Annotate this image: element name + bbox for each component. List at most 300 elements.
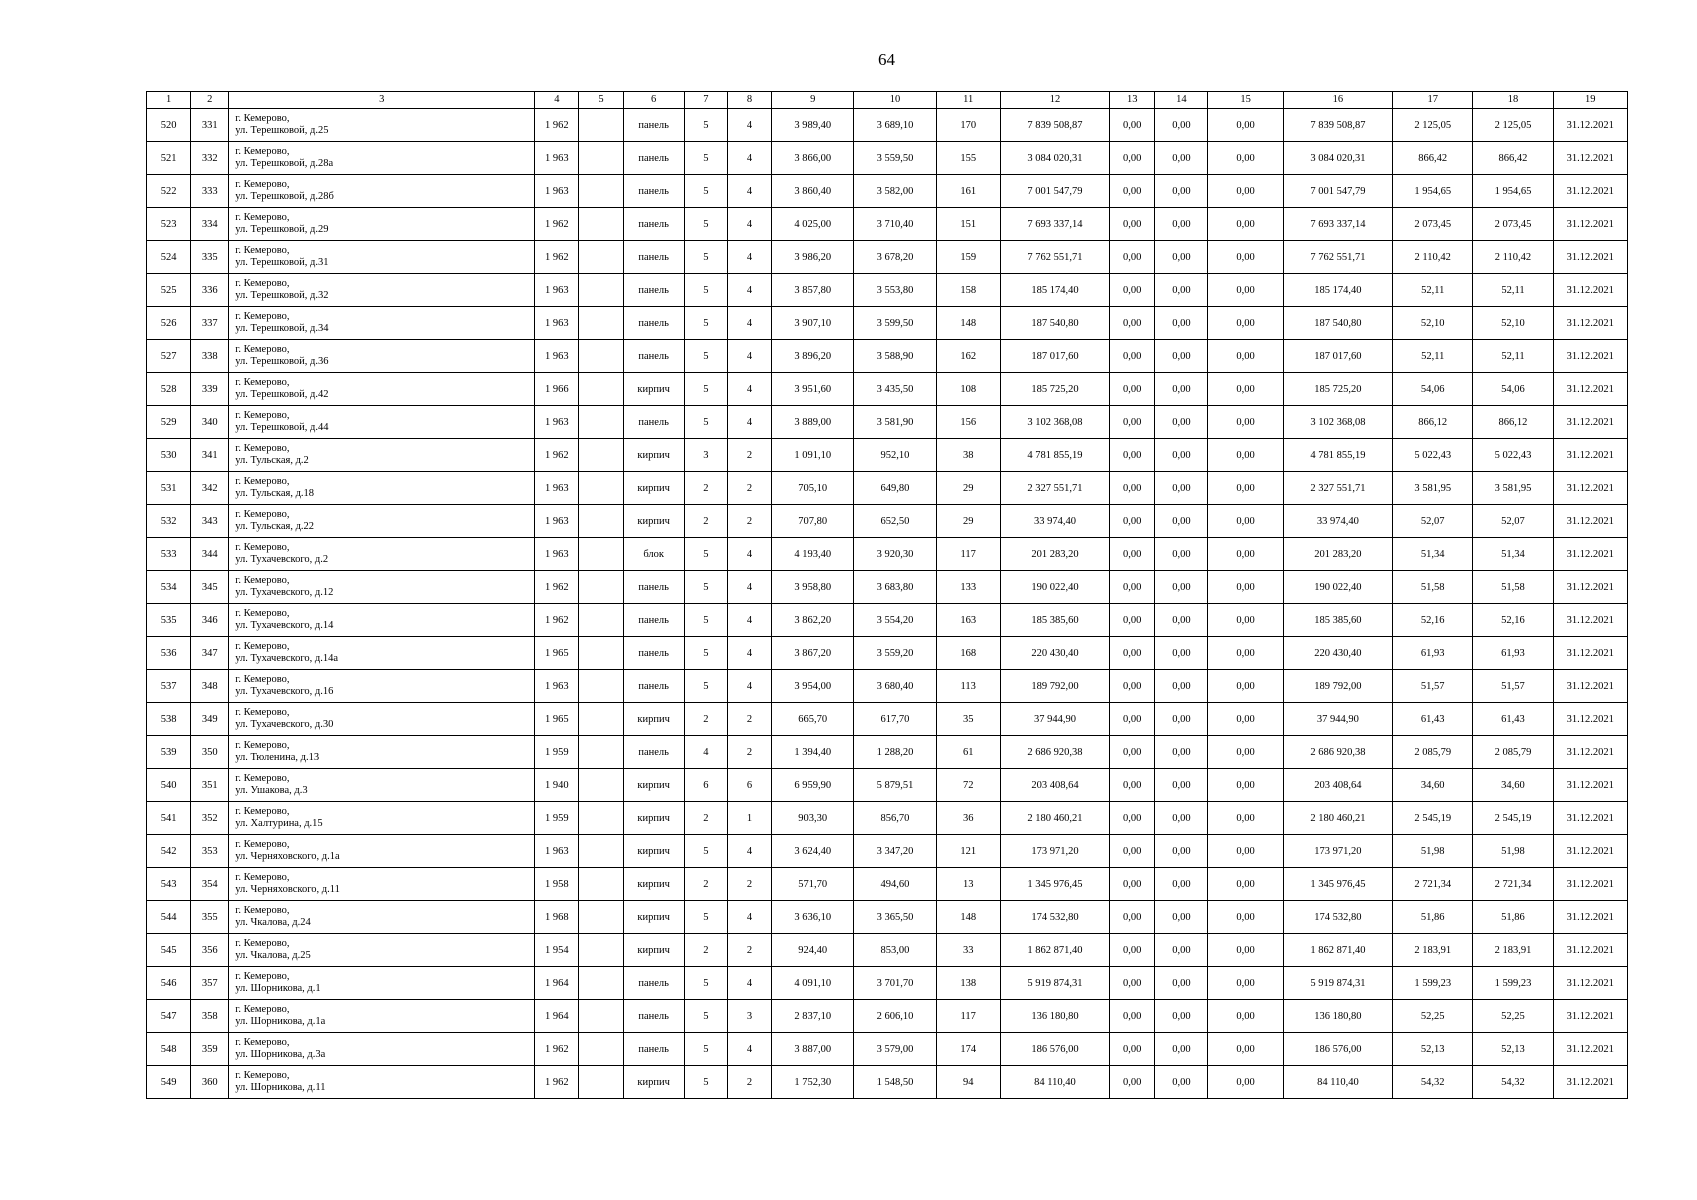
table-cell: 1 962: [535, 439, 579, 472]
table-cell: 34,60: [1393, 769, 1473, 802]
address-cell: [229, 1000, 535, 1033]
address-cell: [229, 472, 535, 505]
table-cell: 2 837,10: [772, 1000, 854, 1033]
table-cell: 2 125,05: [1473, 109, 1553, 142]
table-cell: 201 283,20: [1283, 538, 1392, 571]
address-city: г. Кемерово,: [235, 740, 290, 751]
table-cell: 0,00: [1110, 241, 1155, 274]
table-cell: 1 954,65: [1473, 175, 1553, 208]
table-cell: 0,00: [1155, 208, 1208, 241]
table-cell: 5: [684, 175, 727, 208]
address-city: г. Кемерово,: [235, 212, 290, 223]
table-cell: 186 576,00: [1000, 1033, 1109, 1066]
housing-registry-table: [146, 91, 1628, 1099]
address-city: г. Кемерово,: [235, 410, 290, 421]
address-street: ул. Терешковой, д.32: [235, 290, 329, 301]
table-cell: 341: [191, 439, 229, 472]
table-cell: 0,00: [1155, 901, 1208, 934]
table-cell: 2 073,45: [1393, 208, 1473, 241]
table-cell: панель: [623, 604, 684, 637]
table-cell: 0,00: [1208, 637, 1283, 670]
table-cell: 2: [727, 1066, 771, 1099]
address-cell: [229, 307, 535, 340]
table-cell: 0,00: [1155, 934, 1208, 967]
table-cell: 6: [727, 769, 771, 802]
table-cell: 0,00: [1208, 472, 1283, 505]
table-cell: 52,11: [1393, 274, 1473, 307]
address-cell: [229, 967, 535, 1000]
address-street: ул. Терешковой, д.28б: [235, 191, 334, 202]
table-cell: 189 792,00: [1283, 670, 1392, 703]
table-cell: 853,00: [854, 934, 936, 967]
table-cell: 0,00: [1155, 604, 1208, 637]
table-cell: [579, 1066, 623, 1099]
table-body: [147, 109, 1628, 1099]
table-cell: кирпич: [623, 1066, 684, 1099]
table-cell: 0,00: [1155, 1066, 1208, 1099]
address-cell: [229, 373, 535, 406]
table-row: [147, 142, 1628, 175]
table-cell: 61,43: [1473, 703, 1553, 736]
table-cell: [579, 109, 623, 142]
column-header: 9: [772, 92, 854, 109]
table-cell: 0,00: [1110, 1000, 1155, 1033]
table-cell: 2 110,42: [1473, 241, 1553, 274]
table-cell: [579, 901, 623, 934]
table-cell: кирпич: [623, 802, 684, 835]
table-cell: 0,00: [1155, 340, 1208, 373]
table-cell: 187 540,80: [1283, 307, 1392, 340]
table-cell: 31.12.2021: [1553, 307, 1627, 340]
table-cell: блок: [623, 538, 684, 571]
table-cell: 0,00: [1110, 175, 1155, 208]
table-cell: 51,98: [1473, 835, 1553, 868]
table-cell: 358: [191, 1000, 229, 1033]
table-cell: 31.12.2021: [1553, 736, 1627, 769]
table-cell: 952,10: [854, 439, 936, 472]
table-cell: 1 862 871,40: [1000, 934, 1109, 967]
table-cell: 5: [684, 670, 727, 703]
table-cell: 1 962: [535, 241, 579, 274]
table-cell: [579, 967, 623, 1000]
address-city: г. Кемерово,: [235, 476, 290, 487]
table-cell: 0,00: [1208, 142, 1283, 175]
table-cell: 4: [727, 208, 771, 241]
table-cell: 2: [684, 802, 727, 835]
table-cell: 542: [147, 835, 191, 868]
table-cell: 220 430,40: [1000, 637, 1109, 670]
table-cell: 187 017,60: [1000, 340, 1109, 373]
table-cell: 0,00: [1110, 274, 1155, 307]
column-header: 11: [936, 92, 1000, 109]
table-cell: 31.12.2021: [1553, 373, 1627, 406]
address-city: г. Кемерово,: [235, 146, 290, 157]
table-cell: 5: [684, 538, 727, 571]
table-cell: 1 548,50: [854, 1066, 936, 1099]
table-cell: 337: [191, 307, 229, 340]
table-cell: 0,00: [1110, 604, 1155, 637]
table-row: [147, 901, 1628, 934]
table-cell: 5: [684, 241, 727, 274]
table-cell: [579, 1033, 623, 1066]
table-cell: 0,00: [1208, 670, 1283, 703]
table-cell: 2 721,34: [1473, 868, 1553, 901]
table-cell: 346: [191, 604, 229, 637]
table-cell: 84 110,40: [1000, 1066, 1109, 1099]
table-cell: [579, 703, 623, 736]
column-header: 13: [1110, 92, 1155, 109]
table-row: [147, 175, 1628, 208]
table-cell: 5 022,43: [1393, 439, 1473, 472]
address-cell: [229, 109, 535, 142]
table-row: [147, 736, 1628, 769]
table-cell: 51,34: [1473, 538, 1553, 571]
table-cell: 2 327 551,71: [1283, 472, 1392, 505]
table-cell: 185 385,60: [1283, 604, 1392, 637]
table-cell: 2 606,10: [854, 1000, 936, 1033]
address-city: г. Кемерово,: [235, 443, 290, 454]
table-cell: 3 102 368,08: [1283, 406, 1392, 439]
table-cell: 174 532,80: [1283, 901, 1392, 934]
table-cell: 2: [684, 868, 727, 901]
table-cell: 1 962: [535, 604, 579, 637]
table-cell: 0,00: [1110, 670, 1155, 703]
table-cell: 903,30: [772, 802, 854, 835]
table-cell: кирпич: [623, 703, 684, 736]
table-cell: 0,00: [1155, 373, 1208, 406]
table-cell: 52,10: [1473, 307, 1553, 340]
table-cell: 136 180,80: [1283, 1000, 1392, 1033]
table-cell: 0,00: [1155, 406, 1208, 439]
table-cell: 173 971,20: [1000, 835, 1109, 868]
table-cell: 174 532,80: [1000, 901, 1109, 934]
table-cell: 1 966: [535, 373, 579, 406]
column-header: 1: [147, 92, 191, 109]
table-cell: 6: [684, 769, 727, 802]
table-cell: панель: [623, 142, 684, 175]
table-cell: 3 862,20: [772, 604, 854, 637]
table-cell: 3 559,20: [854, 637, 936, 670]
table-cell: 4: [727, 340, 771, 373]
table-cell: 4: [727, 637, 771, 670]
table-row: [147, 769, 1628, 802]
table-cell: 2 125,05: [1393, 109, 1473, 142]
table-cell: 3: [684, 439, 727, 472]
table-cell: панель: [623, 208, 684, 241]
table-cell: 354: [191, 868, 229, 901]
table-cell: 29: [936, 505, 1000, 538]
table-row: [147, 1000, 1628, 1033]
table-cell: 31.12.2021: [1553, 934, 1627, 967]
table-cell: 3 896,20: [772, 340, 854, 373]
table-cell: 0,00: [1110, 208, 1155, 241]
table-cell: 31.12.2021: [1553, 538, 1627, 571]
table-cell: 3: [727, 1000, 771, 1033]
table-cell: 0,00: [1208, 505, 1283, 538]
table-cell: 0,00: [1155, 868, 1208, 901]
table-cell: 0,00: [1110, 967, 1155, 1000]
table-cell: 0,00: [1155, 835, 1208, 868]
table-cell: 5: [684, 604, 727, 637]
table-cell: 0,00: [1208, 340, 1283, 373]
address-city: г. Кемерово,: [235, 971, 290, 982]
address-cell: [229, 670, 535, 703]
address-city: г. Кемерово,: [235, 938, 290, 949]
table-cell: 1 288,20: [854, 736, 936, 769]
table-cell: 0,00: [1155, 1000, 1208, 1033]
table-cell: 345: [191, 571, 229, 604]
address-city: г. Кемерово,: [235, 113, 290, 124]
table-cell: 4: [727, 835, 771, 868]
table-cell: 31.12.2021: [1553, 274, 1627, 307]
table-cell: 3 582,00: [854, 175, 936, 208]
table-cell: 0,00: [1208, 703, 1283, 736]
table-cell: 5 879,51: [854, 769, 936, 802]
table-cell: 4 025,00: [772, 208, 854, 241]
address-street: ул. Тульская, д.2: [235, 455, 309, 466]
table-cell: 866,42: [1473, 142, 1553, 175]
table-cell: 7 762 551,71: [1283, 241, 1392, 274]
table-cell: 31.12.2021: [1553, 109, 1627, 142]
table-cell: 7 001 547,79: [1283, 175, 1392, 208]
table-cell: 1 963: [535, 175, 579, 208]
address-cell: [229, 769, 535, 802]
table-cell: 0,00: [1208, 835, 1283, 868]
table-row: [147, 439, 1628, 472]
table-cell: 36: [936, 802, 1000, 835]
table-row: [147, 868, 1628, 901]
table-cell: 3 581,95: [1393, 472, 1473, 505]
address-cell: [229, 835, 535, 868]
table-cell: 537: [147, 670, 191, 703]
table-cell: 168: [936, 637, 1000, 670]
table-cell: 547: [147, 1000, 191, 1033]
table-cell: 3 579,00: [854, 1033, 936, 1066]
table-cell: 3 588,90: [854, 340, 936, 373]
table-cell: 31.12.2021: [1553, 241, 1627, 274]
table-cell: 0,00: [1208, 538, 1283, 571]
table-cell: 356: [191, 934, 229, 967]
column-header: 5: [579, 92, 623, 109]
column-header: 14: [1155, 92, 1208, 109]
table-row: [147, 934, 1628, 967]
address-city: г. Кемерово,: [235, 575, 290, 586]
table-row: [147, 472, 1628, 505]
table-cell: 332: [191, 142, 229, 175]
table-cell: 0,00: [1155, 571, 1208, 604]
table-cell: 1 962: [535, 208, 579, 241]
table-cell: 1 963: [535, 406, 579, 439]
table-cell: 61: [936, 736, 1000, 769]
table-cell: 0,00: [1155, 109, 1208, 142]
table-cell: 0,00: [1208, 1000, 1283, 1033]
table-cell: 545: [147, 934, 191, 967]
address-cell: [229, 901, 535, 934]
table-cell: 61,43: [1393, 703, 1473, 736]
table-cell: 1 599,23: [1393, 967, 1473, 1000]
table-cell: 2: [727, 703, 771, 736]
table-cell: 0,00: [1208, 604, 1283, 637]
address-street: ул. Шорникова, д.1а: [235, 1016, 326, 1027]
table-cell: 29: [936, 472, 1000, 505]
table-cell: 1 599,23: [1473, 967, 1553, 1000]
table-cell: 51,58: [1473, 571, 1553, 604]
table-cell: 531: [147, 472, 191, 505]
table-cell: 0,00: [1208, 175, 1283, 208]
table-cell: 3 907,10: [772, 307, 854, 340]
table-cell: 1 963: [535, 505, 579, 538]
address-city: г. Кемерово,: [235, 245, 290, 256]
address-cell: [229, 439, 535, 472]
table-cell: 0,00: [1110, 109, 1155, 142]
table-cell: 0,00: [1110, 802, 1155, 835]
table-cell: 3 365,50: [854, 901, 936, 934]
table-cell: 1 963: [535, 142, 579, 175]
table-cell: 856,70: [854, 802, 936, 835]
table-cell: 5: [684, 373, 727, 406]
table-cell: кирпич: [623, 505, 684, 538]
table-cell: панель: [623, 1033, 684, 1066]
table-cell: 4 781 855,19: [1000, 439, 1109, 472]
table-cell: 4: [727, 109, 771, 142]
table-cell: 1 968: [535, 901, 579, 934]
table-cell: 1 959: [535, 736, 579, 769]
address-cell: [229, 1066, 535, 1099]
table-cell: 331: [191, 109, 229, 142]
table-cell: 31.12.2021: [1553, 967, 1627, 1000]
table-cell: 5: [684, 109, 727, 142]
table-cell: [579, 637, 623, 670]
address-cell: [229, 934, 535, 967]
table-cell: панель: [623, 274, 684, 307]
table-cell: 0,00: [1155, 802, 1208, 835]
table-cell: 652,50: [854, 505, 936, 538]
table-cell: 31.12.2021: [1553, 637, 1627, 670]
table-cell: 31.12.2021: [1553, 505, 1627, 538]
address-street: ул. Тухачевского, д.16: [235, 686, 334, 697]
table-cell: 1 752,30: [772, 1066, 854, 1099]
table-cell: 185 725,20: [1283, 373, 1392, 406]
table-cell: 31.12.2021: [1553, 868, 1627, 901]
table-cell: 1 965: [535, 637, 579, 670]
table-cell: 494,60: [854, 868, 936, 901]
table-cell: 526: [147, 307, 191, 340]
table-cell: 1 345 976,45: [1000, 868, 1109, 901]
table-cell: 0,00: [1208, 967, 1283, 1000]
table-cell: 0,00: [1155, 307, 1208, 340]
table-cell: 571,70: [772, 868, 854, 901]
table-cell: 2 545,19: [1393, 802, 1473, 835]
address-city: г. Кемерово,: [235, 641, 290, 652]
table-cell: 3 866,00: [772, 142, 854, 175]
table-cell: 3 951,60: [772, 373, 854, 406]
table-cell: панель: [623, 406, 684, 439]
table-cell: 2 686 920,38: [1283, 736, 1392, 769]
table-cell: 540: [147, 769, 191, 802]
address-city: г. Кемерово,: [235, 674, 290, 685]
table-cell: 3 958,80: [772, 571, 854, 604]
table-cell: 2 073,45: [1473, 208, 1553, 241]
table-cell: 0,00: [1208, 373, 1283, 406]
table-cell: 2 110,42: [1393, 241, 1473, 274]
table-cell: 4: [727, 604, 771, 637]
table-cell: 38: [936, 439, 1000, 472]
table-cell: 4: [727, 406, 771, 439]
table-cell: 340: [191, 406, 229, 439]
table-cell: 3 347,20: [854, 835, 936, 868]
table-cell: 187 017,60: [1283, 340, 1392, 373]
table-cell: 707,80: [772, 505, 854, 538]
table-cell: 539: [147, 736, 191, 769]
table-cell: 0,00: [1155, 967, 1208, 1000]
table-cell: 866,12: [1473, 406, 1553, 439]
table-cell: 0,00: [1208, 868, 1283, 901]
table-cell: 163: [936, 604, 1000, 637]
table-cell: 51,58: [1393, 571, 1473, 604]
table-row: [147, 604, 1628, 637]
table-cell: 186 576,00: [1283, 1033, 1392, 1066]
address-street: ул. Терешковой, д.36: [235, 356, 329, 367]
table-cell: 528: [147, 373, 191, 406]
table-cell: 4: [727, 175, 771, 208]
table-cell: 3 554,20: [854, 604, 936, 637]
table-row: [147, 505, 1628, 538]
table-cell: 2 545,19: [1473, 802, 1553, 835]
table-cell: 190 022,40: [1000, 571, 1109, 604]
table-cell: 5 919 874,31: [1283, 967, 1392, 1000]
table-cell: 5: [684, 967, 727, 1000]
table-cell: 5: [684, 208, 727, 241]
table-cell: 0,00: [1208, 901, 1283, 934]
table-cell: 31.12.2021: [1553, 703, 1627, 736]
table-cell: 3 889,00: [772, 406, 854, 439]
table-cell: [579, 307, 623, 340]
table-cell: панель: [623, 736, 684, 769]
table-cell: 3 581,90: [854, 406, 936, 439]
table-cell: 0,00: [1155, 736, 1208, 769]
table-cell: кирпич: [623, 835, 684, 868]
table-cell: 548: [147, 1033, 191, 1066]
table-cell: 31.12.2021: [1553, 142, 1627, 175]
table-cell: 4: [727, 373, 771, 406]
table-cell: 617,70: [854, 703, 936, 736]
table-cell: панель: [623, 670, 684, 703]
table-cell: 334: [191, 208, 229, 241]
table-cell: 0,00: [1110, 571, 1155, 604]
table-cell: 2 183,91: [1393, 934, 1473, 967]
address-city: г. Кемерово,: [235, 608, 290, 619]
table-cell: 4: [727, 142, 771, 175]
table-row: [147, 538, 1628, 571]
address-cell: [229, 241, 535, 274]
table-row: [147, 373, 1628, 406]
table-cell: 0,00: [1110, 472, 1155, 505]
table-cell: 3 599,50: [854, 307, 936, 340]
table-cell: 338: [191, 340, 229, 373]
table-cell: 2: [684, 472, 727, 505]
table-cell: [579, 571, 623, 604]
table-cell: 54,06: [1393, 373, 1473, 406]
address-street: ул. Терешковой, д.28а: [235, 158, 334, 169]
table-cell: 5: [684, 406, 727, 439]
address-cell: [229, 703, 535, 736]
table-cell: 355: [191, 901, 229, 934]
address-street: ул. Тульская, д.22: [235, 521, 315, 532]
table-cell: кирпич: [623, 934, 684, 967]
address-city: г. Кемерово,: [235, 344, 290, 355]
address-city: г. Кемерово,: [235, 542, 290, 553]
table-cell: 51,86: [1473, 901, 1553, 934]
